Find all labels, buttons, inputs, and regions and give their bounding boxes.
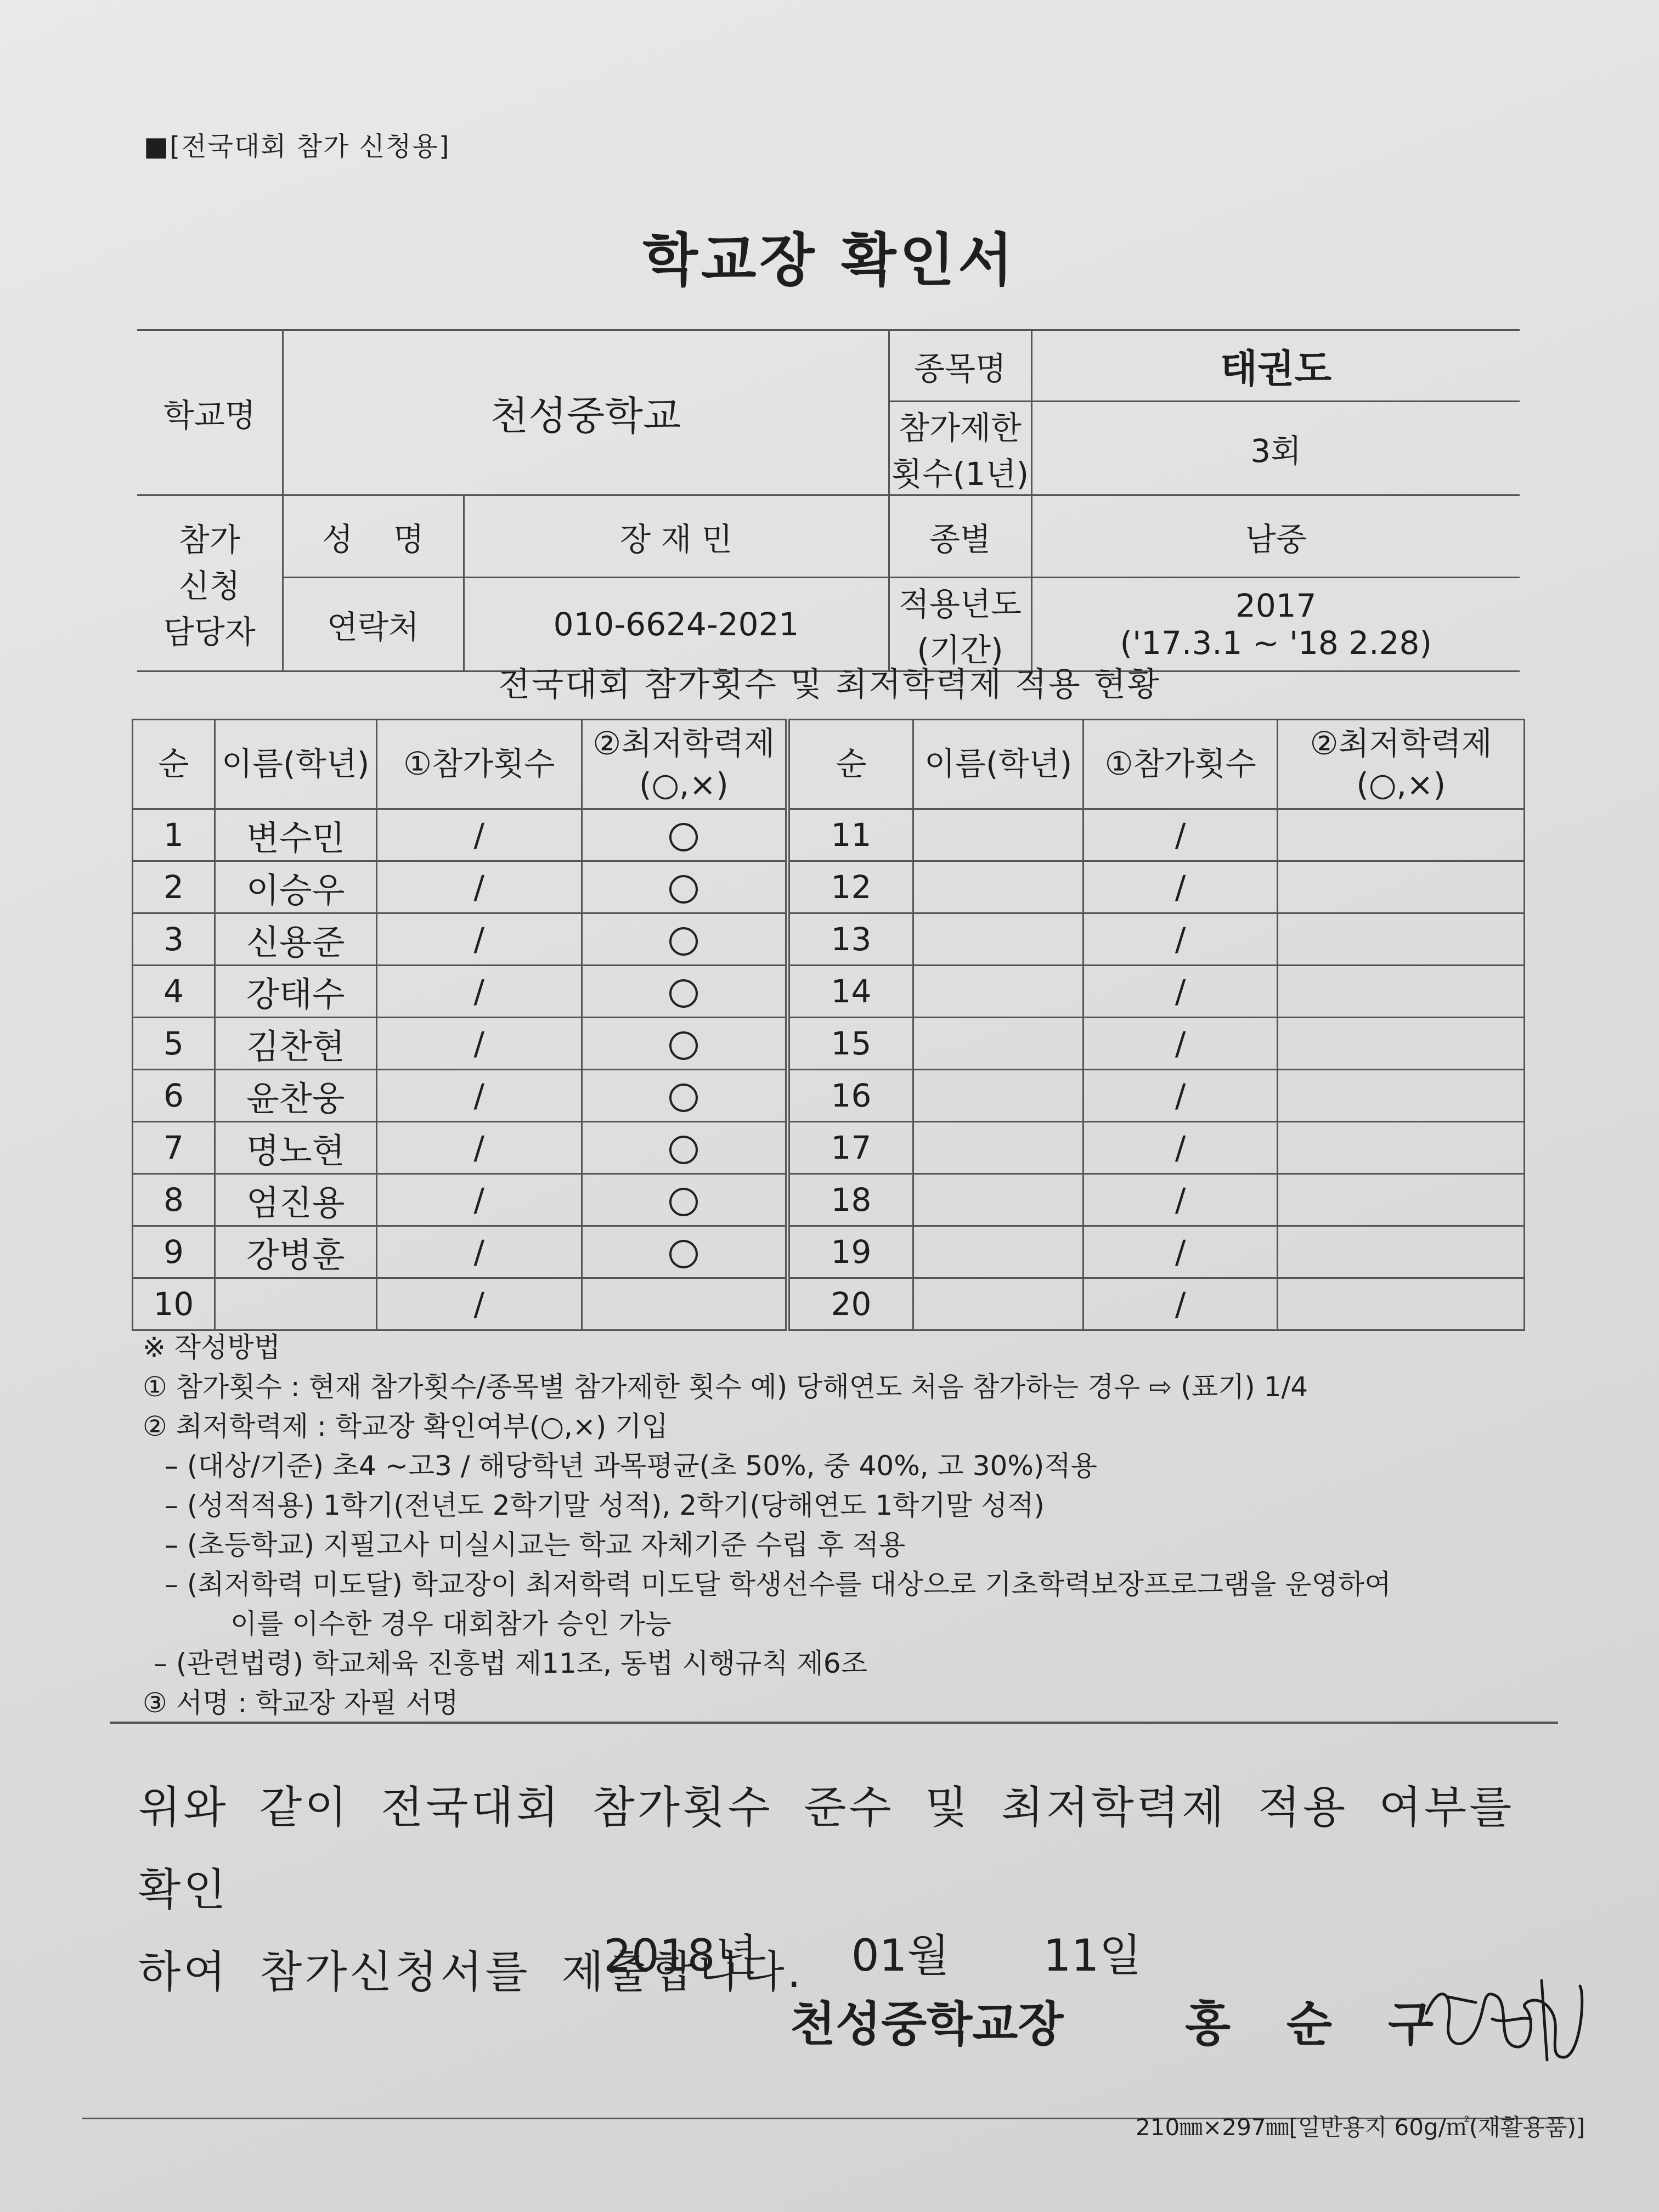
participation-count: / <box>376 809 582 861</box>
year-value-line1: 2017 <box>1235 587 1317 624</box>
limit-label-line2: 횟수(1년) <box>891 455 1029 493</box>
circle-mark <box>669 1136 698 1164</box>
instruction-subitem: 이를 이수한 경우 대회참가 승인 가능 <box>230 1608 672 1640</box>
row-number: 19 <box>787 1226 913 1278</box>
min-academic-check <box>1278 1226 1525 1278</box>
school-name: 천성중학교 <box>283 330 889 495</box>
athlete-name: 이승우 <box>215 861 376 913</box>
col-seq: 순 <box>787 720 913 809</box>
row-number: 7 <box>133 1122 215 1174</box>
min-academic-check <box>582 913 787 966</box>
participation-count: / <box>1083 913 1277 966</box>
instruction-item: ② 최저학력제 : 학교장 확인여부(○,×) 기입 <box>143 1410 668 1442</box>
participation-count: / <box>1083 966 1277 1018</box>
instruction-subitem: – (초등학교) 지필고사 미실시교는 학교 자체기준 수립 후 적용 <box>165 1529 906 1561</box>
contact-label-line3: 담당자 <box>163 613 256 651</box>
athlete-name <box>913 809 1084 861</box>
circle-mark <box>669 979 698 1008</box>
limit-label <box>889 402 1031 495</box>
document-title: 학교장 확인서 <box>642 227 1017 294</box>
col-count: ①참가횟수 <box>376 720 582 809</box>
col-seq: 순 <box>133 720 215 809</box>
participation-count: / <box>376 1018 582 1070</box>
table-row <box>133 1174 1525 1226</box>
event-label: 종목명 <box>889 330 1031 402</box>
athlete-name <box>215 1278 376 1330</box>
row-number: 11 <box>787 809 913 861</box>
divider <box>110 1722 1558 1724</box>
row-number: 1 <box>133 809 215 861</box>
phone-label: 연락처 <box>283 578 464 672</box>
participation-count: / <box>376 1226 582 1278</box>
principal-signature <box>1415 1964 1602 2074</box>
instruction-subitem: – (최저학력 미도달) 학교장이 최저학력 미도달 학생선수를 대상으로 기초학력보장프로그램을 운영하여 <box>165 1568 1391 1600</box>
year-label-line1: 적용년도 <box>898 585 1022 623</box>
circle-mark <box>669 927 698 956</box>
year-label <box>889 578 1031 672</box>
statement-line1: 위와 같이 전국대회 참가횟수 준수 및 최저학력제 적용 여부를 확인 <box>138 1782 1515 1915</box>
school-label: 학교명 <box>137 330 283 495</box>
participation-count: / <box>376 861 582 913</box>
instruction-subitem: – (성적적용) 1학기(전년도 2학기말 성적), 2학기(당해연도 1학기말 성적) <box>165 1489 1045 1521</box>
participation-count: / <box>1083 1122 1277 1174</box>
min-academic-check <box>582 1070 787 1122</box>
table-row <box>133 1122 1525 1174</box>
row-number: 10 <box>133 1278 215 1330</box>
athlete-name <box>913 1226 1084 1278</box>
event-value: 태권도 <box>1031 330 1520 402</box>
instruction-item: ③ 서명 : 학교장 자필 서명 <box>143 1687 459 1719</box>
table-row <box>133 809 1525 861</box>
table-row <box>133 1226 1525 1278</box>
participation-count: / <box>376 1174 582 1226</box>
row-number: 20 <box>787 1278 913 1330</box>
min-academic-check <box>1278 913 1525 966</box>
limit-value: 3회 <box>1031 402 1520 495</box>
row-number: 18 <box>787 1174 913 1226</box>
issue-date: 2018년 01월 11일 <box>603 1930 1142 1981</box>
participation-count: / <box>376 1122 582 1174</box>
min-academic-check <box>582 966 787 1018</box>
min-academic-check <box>1278 1174 1525 1226</box>
table-row <box>133 1070 1525 1122</box>
contact-label-line2: 신청 <box>178 567 240 605</box>
table-row <box>133 966 1525 1018</box>
athlete-name: 강병훈 <box>215 1226 376 1278</box>
col-name: 이름(학년) <box>913 720 1084 809</box>
principal-name: 홍 순 구 <box>1185 1997 1454 2052</box>
row-number: 5 <box>133 1018 215 1070</box>
min-academic-check <box>1278 861 1525 913</box>
statement-line2: 하여 참가신청서를 제출합니다. <box>138 1946 804 1997</box>
col-min-line2: (○,×) <box>639 766 729 803</box>
athlete-name: 신용준 <box>215 913 376 966</box>
athlete-name: 명노현 <box>215 1122 376 1174</box>
col-min-line1: ②최저학력제 <box>1310 724 1492 762</box>
row-number: 14 <box>787 966 913 1018</box>
paper-spec: 210㎜×297㎜[일반용지 60g/㎡(재활용품)] <box>1136 2114 1585 2141</box>
participation-count: / <box>1083 809 1277 861</box>
year-value <box>1031 578 1520 672</box>
min-academic-check <box>582 1174 787 1226</box>
col-count: ①참가횟수 <box>1083 720 1277 809</box>
participation-status-heading: 전국대회 참가횟수 및 최저학력제 적용 현황 <box>498 665 1161 704</box>
participation-count: / <box>376 966 582 1018</box>
instruction-subitem: – (대상/기준) 초4 ~고3 / 해당학년 과목평균(초 50%, 중 40%, 고 30%)적용 <box>165 1450 1097 1482</box>
row-number: 4 <box>133 966 215 1018</box>
limit-label-line1: 참가제한 <box>898 409 1022 447</box>
contact-label-line1: 참가 <box>178 521 240 558</box>
min-academic-check <box>582 1226 787 1278</box>
min-academic-check <box>1278 809 1525 861</box>
min-academic-check <box>1278 1070 1525 1122</box>
athlete-name <box>913 913 1084 966</box>
name-label: 성 명 <box>283 495 464 578</box>
min-academic-check <box>582 861 787 913</box>
table-row <box>133 861 1525 913</box>
athlete-name <box>913 861 1084 913</box>
school-info-table <box>137 329 1520 672</box>
row-number: 3 <box>133 913 215 966</box>
col-min-line1: ②최저학력제 <box>592 724 775 762</box>
participation-count: / <box>1083 1070 1277 1122</box>
min-academic-check <box>1278 1278 1525 1330</box>
principal-title: 천성중학교장 <box>790 1997 1064 2052</box>
min-academic-check <box>1278 966 1525 1018</box>
athlete-name <box>913 1122 1084 1174</box>
row-number: 2 <box>133 861 215 913</box>
participation-count: / <box>1083 861 1277 913</box>
instructions <box>143 1328 1580 1723</box>
participation-count: / <box>376 1070 582 1122</box>
circle-mark <box>669 1031 698 1060</box>
col-min-line2: (○,×) <box>1356 766 1446 803</box>
participation-count: / <box>1083 1278 1277 1330</box>
circle-mark <box>669 1240 698 1268</box>
athlete-name <box>913 1174 1084 1226</box>
athlete-name: 윤찬웅 <box>215 1070 376 1122</box>
contact-name: 장 재 민 <box>464 495 889 578</box>
participation-count: / <box>1083 1174 1277 1226</box>
instruction-subitem: – (관련법령) 학교체육 진흥법 제11조, 동법 시행규칙 제6조 <box>154 1647 867 1679</box>
row-number: 13 <box>787 913 913 966</box>
participation-count: / <box>1083 1226 1277 1278</box>
row-number: 15 <box>787 1018 913 1070</box>
circle-mark <box>669 875 698 904</box>
athlete-name: 강태수 <box>215 966 376 1018</box>
min-academic-check <box>582 1122 787 1174</box>
athlete-name: 변수민 <box>215 809 376 861</box>
circle-mark <box>669 823 698 851</box>
min-academic-check <box>582 1018 787 1070</box>
athlete-name: 엄진용 <box>215 1174 376 1226</box>
table-row <box>133 1278 1525 1330</box>
division-value: 남중 <box>1031 495 1520 578</box>
phone-value: 010-6624-2021 <box>464 578 889 672</box>
col-name: 이름(학년) <box>215 720 376 809</box>
row-number: 12 <box>787 861 913 913</box>
contact-person-label <box>137 495 283 672</box>
row-number: 6 <box>133 1070 215 1122</box>
roster-table <box>132 719 1525 1331</box>
row-number: 8 <box>133 1174 215 1226</box>
athlete-name <box>913 1018 1084 1070</box>
period-value: ('17.3.1 ~ '18 2.28) <box>1120 624 1432 662</box>
min-academic-check <box>582 1278 787 1330</box>
form-type-tag: ■[전국대회 참가 신청용] <box>144 131 450 162</box>
row-number: 16 <box>787 1070 913 1122</box>
instructions-heading: ※ 작성방법 <box>143 1331 280 1363</box>
table-row <box>133 913 1525 966</box>
participation-count: / <box>376 1278 582 1330</box>
col-min-level <box>582 720 787 809</box>
athlete-name <box>913 1278 1084 1330</box>
row-number: 9 <box>133 1226 215 1278</box>
instruction-item: ① 참가횟수 : 현재 참가횟수/종목별 참가제한 횟수 예) 당해연도 처음 참가하는 경우 ⇨ (표기) 1/4 <box>143 1371 1308 1403</box>
athlete-name <box>913 1070 1084 1122</box>
participation-count: / <box>376 913 582 966</box>
min-academic-check <box>582 809 787 861</box>
row-number: 17 <box>787 1122 913 1174</box>
participation-count: / <box>1083 1018 1277 1070</box>
min-academic-check <box>1278 1018 1525 1070</box>
circle-mark <box>669 1084 698 1112</box>
col-min-level <box>1278 720 1525 809</box>
athlete-name: 김찬현 <box>215 1018 376 1070</box>
year-label-line2: (기간) <box>917 631 1003 669</box>
min-academic-check <box>1278 1122 1525 1174</box>
athlete-name <box>913 966 1084 1018</box>
circle-mark <box>669 1188 698 1216</box>
division-label: 종별 <box>889 495 1031 578</box>
table-row <box>133 1018 1525 1070</box>
